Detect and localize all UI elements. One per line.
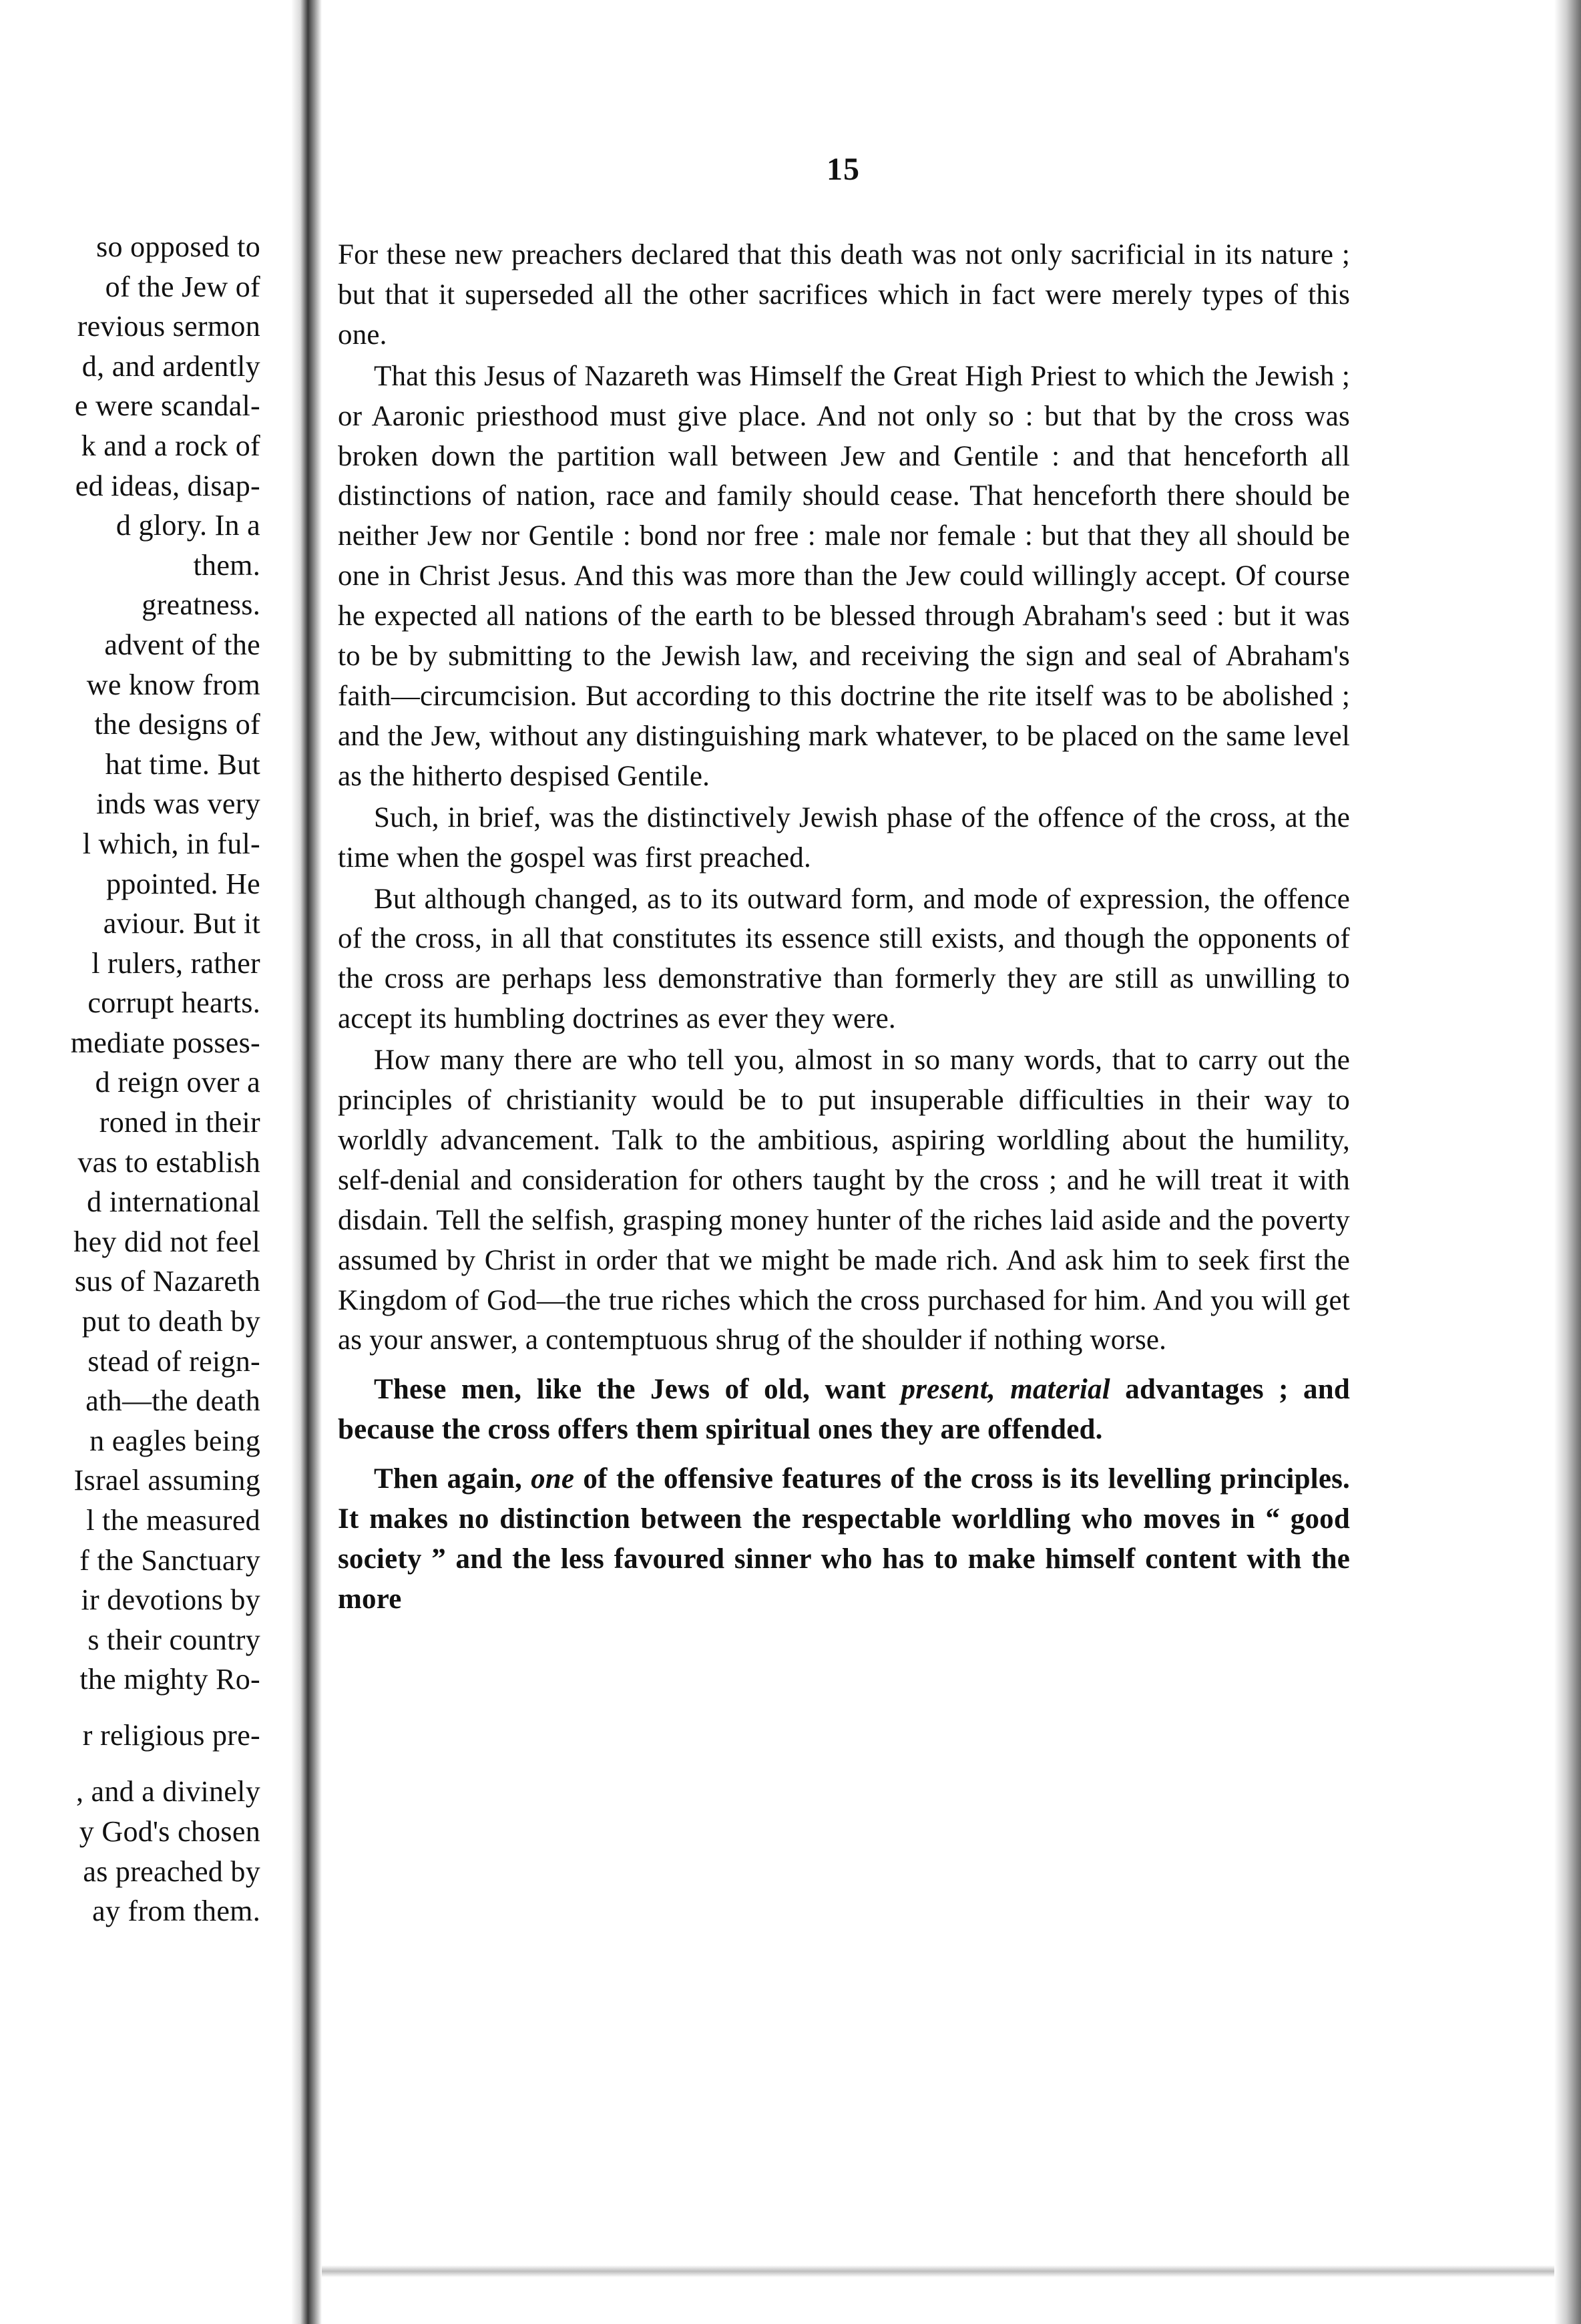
facing-page-line: l which, in ful- bbox=[82, 827, 260, 860]
facing-page-line: y God's chosen bbox=[79, 1814, 260, 1848]
facing-page-text-fragment bbox=[0, 227, 260, 1931]
page-edge-right bbox=[1554, 0, 1581, 2324]
facing-page-line: ppointed. He bbox=[106, 867, 260, 900]
paragraph-2: That this Jesus of Nazareth was Himself the Great High Priest to which the Jewish ; or Aaronic priesthood must give place. And not only so : but that by the cross was broken down the partition wall between Jew and Gentile : and that henceforth all distinctions of nation, race and family should cease. That henceforth there should be neither Jew nor Gentile : bond nor free : male nor female : but that they all should be one in Christ Jesus. And this was more than the Jew could willingly accept. Of course he expected all nations of the earth to be blessed through Abraham's seed : but it was to be by submitting to the Jewish law, and receiving the sign and seal of Abraham's faith—circumcision. But according to this doctrine the rite itself was to be abolished ; and the Jew, without any distinguishing mark whatever, to be placed on the same level as the hitherto despised Gentile. bbox=[338, 360, 1350, 792]
binding-gutter bbox=[291, 0, 322, 2324]
page-number: 15 bbox=[827, 152, 860, 187]
facing-page-line: aviour. But it bbox=[103, 907, 260, 940]
paragraph-6 bbox=[338, 1370, 1350, 1450]
facing-page-line: hat time. But bbox=[105, 747, 260, 781]
facing-page-line: inds was very bbox=[96, 787, 260, 821]
facing-page-line: as preached by bbox=[83, 1855, 260, 1888]
facing-page-line: put to death by bbox=[81, 1305, 260, 1338]
facing-page-line: ir devotions by bbox=[81, 1583, 260, 1617]
paragraph-3: Such, in brief, was the distinctively Jewish phase of the offence of the cross, at the time when the gospel was first preached. bbox=[338, 801, 1350, 874]
facing-page-line: Israel assuming bbox=[73, 1464, 260, 1497]
facing-page-line: mediate posses- bbox=[70, 1026, 260, 1059]
facing-page-line: k and a rock of bbox=[81, 429, 260, 462]
facing-page-line: so opposed to bbox=[96, 230, 260, 263]
facing-page-line: l rulers, rather bbox=[91, 946, 260, 980]
paragraph-6-emphasis: present, material bbox=[901, 1374, 1110, 1406]
facing-page-line: advent of the bbox=[104, 628, 260, 661]
paragraph-6-end: advantages ; and because the cross offers them spiritual ones they are offended. bbox=[338, 1374, 1350, 1446]
facing-page-line: n eagles being bbox=[89, 1424, 260, 1457]
paragraph-7-start: Then again, bbox=[374, 1463, 531, 1495]
facing-page-line: stead of reign- bbox=[87, 1344, 260, 1378]
facing-page-line: d glory. In a bbox=[116, 509, 260, 542]
paragraph-7-end: of the offensive features of the cross is its levelling principles. It makes no distinction between the respectable worldling who moves in “ good society ” and the less favoured sinner who has to make himself content with the more bbox=[338, 1463, 1350, 1615]
facing-page-line: we know from bbox=[86, 668, 260, 701]
facing-page-line: e were scandal- bbox=[74, 389, 260, 423]
facing-page-line: s their country bbox=[87, 1623, 260, 1656]
paragraph-7-emphasis: one bbox=[531, 1463, 575, 1495]
facing-page-line: them. bbox=[193, 548, 260, 582]
facing-page-line: corrupt hearts. bbox=[87, 986, 260, 1020]
facing-page-line: hey did not feel bbox=[73, 1225, 260, 1258]
facing-page-line: d international bbox=[87, 1185, 260, 1219]
facing-page-line: greatness. bbox=[142, 588, 260, 622]
paragraph-7 bbox=[338, 1459, 1350, 1619]
facing-page-line: d, and ardently bbox=[81, 349, 260, 383]
facing-page-line: f the Sanctuary bbox=[79, 1543, 260, 1577]
facing-page-line: r religious pre- bbox=[82, 1719, 260, 1752]
facing-page-line: ed ideas, disap- bbox=[75, 469, 260, 502]
facing-page-line: vas to establish bbox=[77, 1145, 260, 1179]
facing-page-line: roned in their bbox=[99, 1106, 260, 1139]
facing-page-line: ath—the death bbox=[85, 1384, 260, 1418]
facing-page-line: revious sermon bbox=[77, 310, 260, 343]
facing-page-line: l the measured bbox=[86, 1504, 260, 1537]
facing-page-line: , and a divinely bbox=[75, 1775, 260, 1808]
facing-page-line: the designs of bbox=[94, 708, 260, 741]
paragraph-5: How many there are who tell you, almost in so many words, that to carry out the principles of christianity would be to put insuperable difficulties in their way to worldly advancement. Talk to the ambitious, aspiring worldling about the humility, self-denial and consideration for others taught by the cross ; and he will treat it with disdain. Tell the selfish, grasping money hunter of the riches laid aside and the poverty assumed by Christ in order that we might be made rich. And ask him to seek first the Kingdom of God—the true riches which the cross purchased for him. And you will get as your answer, a contemptuous shrug of the shoulder if nothing worse. bbox=[338, 1044, 1350, 1356]
body-text bbox=[338, 235, 1350, 1621]
facing-page-line: of the Jew of bbox=[105, 270, 260, 303]
facing-page-line: sus of Nazareth bbox=[74, 1265, 260, 1298]
facing-page-line: the mighty Ro- bbox=[79, 1663, 260, 1696]
paragraph-6-start: These men, like the Jews of old, want bbox=[374, 1374, 901, 1406]
paragraph-1: For these new preachers declared that this death was not only sacrificial in its nature ; but that it superseded all the other sacrifices which in fact were merely types of this one. bbox=[338, 239, 1350, 351]
facing-page-line: ay from them. bbox=[92, 1895, 260, 1928]
facing-page-line: d reign over a bbox=[95, 1066, 260, 1099]
paragraph-4: But although changed, as to its outward form, and mode of expression, the offence of the cross, in all that constitutes its essence still exists, and though the opponents of the cross are perhaps less demonstrative than formerly they are still as unwilling to accept its humbling doctrines as ever they were. bbox=[338, 883, 1350, 1035]
page-edge-bottom bbox=[322, 2265, 1554, 2277]
